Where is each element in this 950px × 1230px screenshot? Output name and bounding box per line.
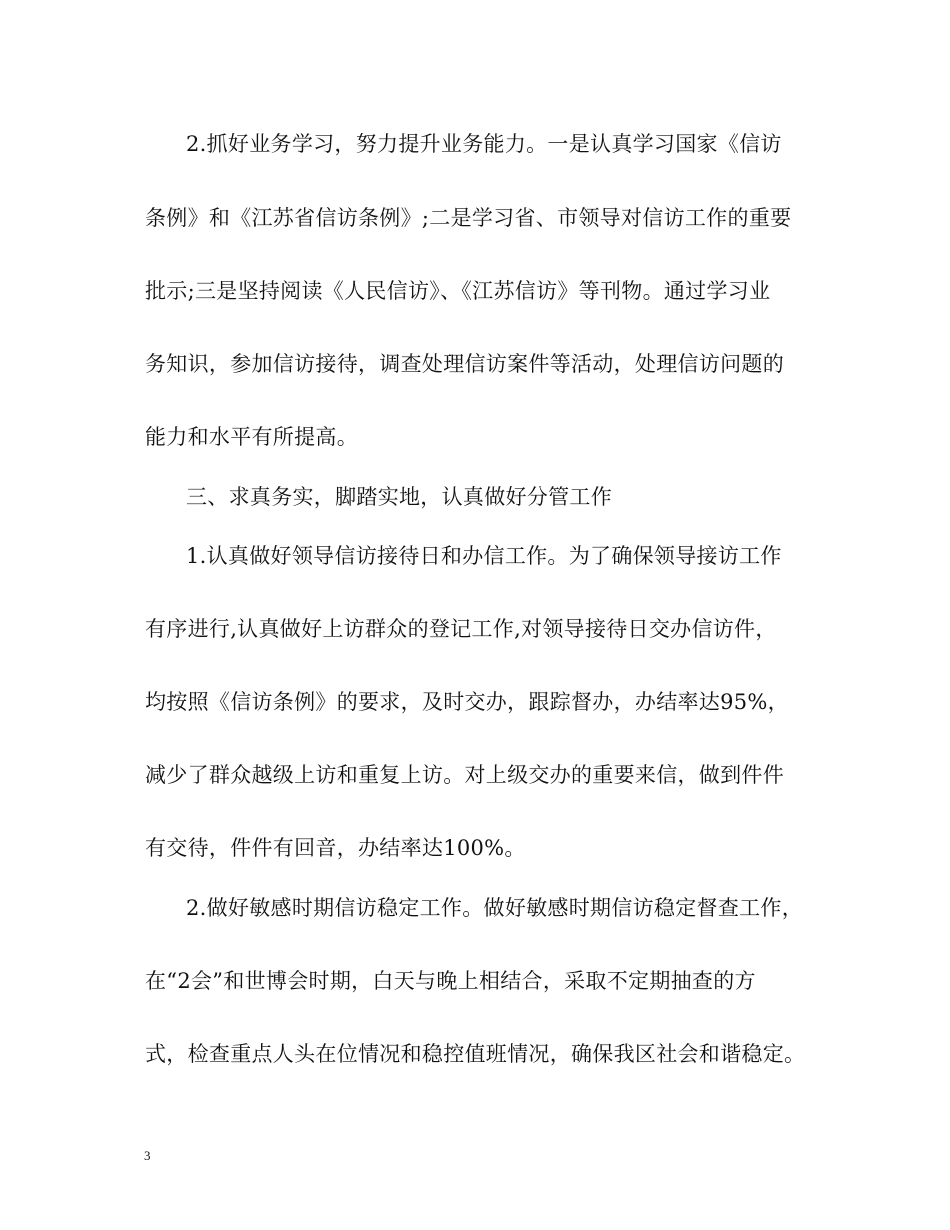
paragraph-line: 式，检查重点人头在位情况和稳控值班情况，确保我区社会和谐稳定。: [145, 1042, 806, 1066]
paragraph-line: 在“2会”和世博会时期，白天与晚上相结合，采取不定期抽查的方: [145, 969, 756, 993]
paragraph-line: 1.认真做好领导信访接待日和办信工作。为了确保领导接访工作: [186, 544, 782, 568]
paragraph-line: 均按照《信访条例》的要求，及时交办，跟踪督办，办结率达95%，: [145, 690, 789, 714]
paragraph-line: 能力和水平有所提高。: [145, 425, 358, 449]
paragraph-line: 2.做好敏感时期信访稳定工作。做好敏感时期信访稳定督查工作，: [186, 896, 804, 920]
paragraph-line: 务知识，参加信访接待，调查处理信访案件等活动，处理信访问题的: [145, 352, 784, 376]
paragraph-line: 有序进行,认真做好上访群众的登记工作,对领导接待日交办信访件，: [145, 617, 777, 641]
paragraph-line: 减少了群众越级上访和重复上访。对上级交办的重要来信，做到件件: [145, 763, 784, 787]
paragraph-line: 条例》和《江苏省信访条例》;二是学习省、市领导对信访工作的重要: [145, 206, 792, 230]
paragraph-line: 批示;三是坚持阅读《人民信访》、《江苏信访》等刊物。通过学习业: [145, 279, 771, 303]
paragraph-line: 有交待，件件有回音，办结率达100%。: [145, 836, 526, 860]
paragraph-line: 2.抓好业务学习，努力提升业务能力。一是认真学习国家《信访: [186, 132, 782, 156]
page-number: 3: [144, 1148, 151, 1163]
section-heading: 三、求真务实，脚踏实地，认真做好分管工作: [186, 485, 612, 509]
